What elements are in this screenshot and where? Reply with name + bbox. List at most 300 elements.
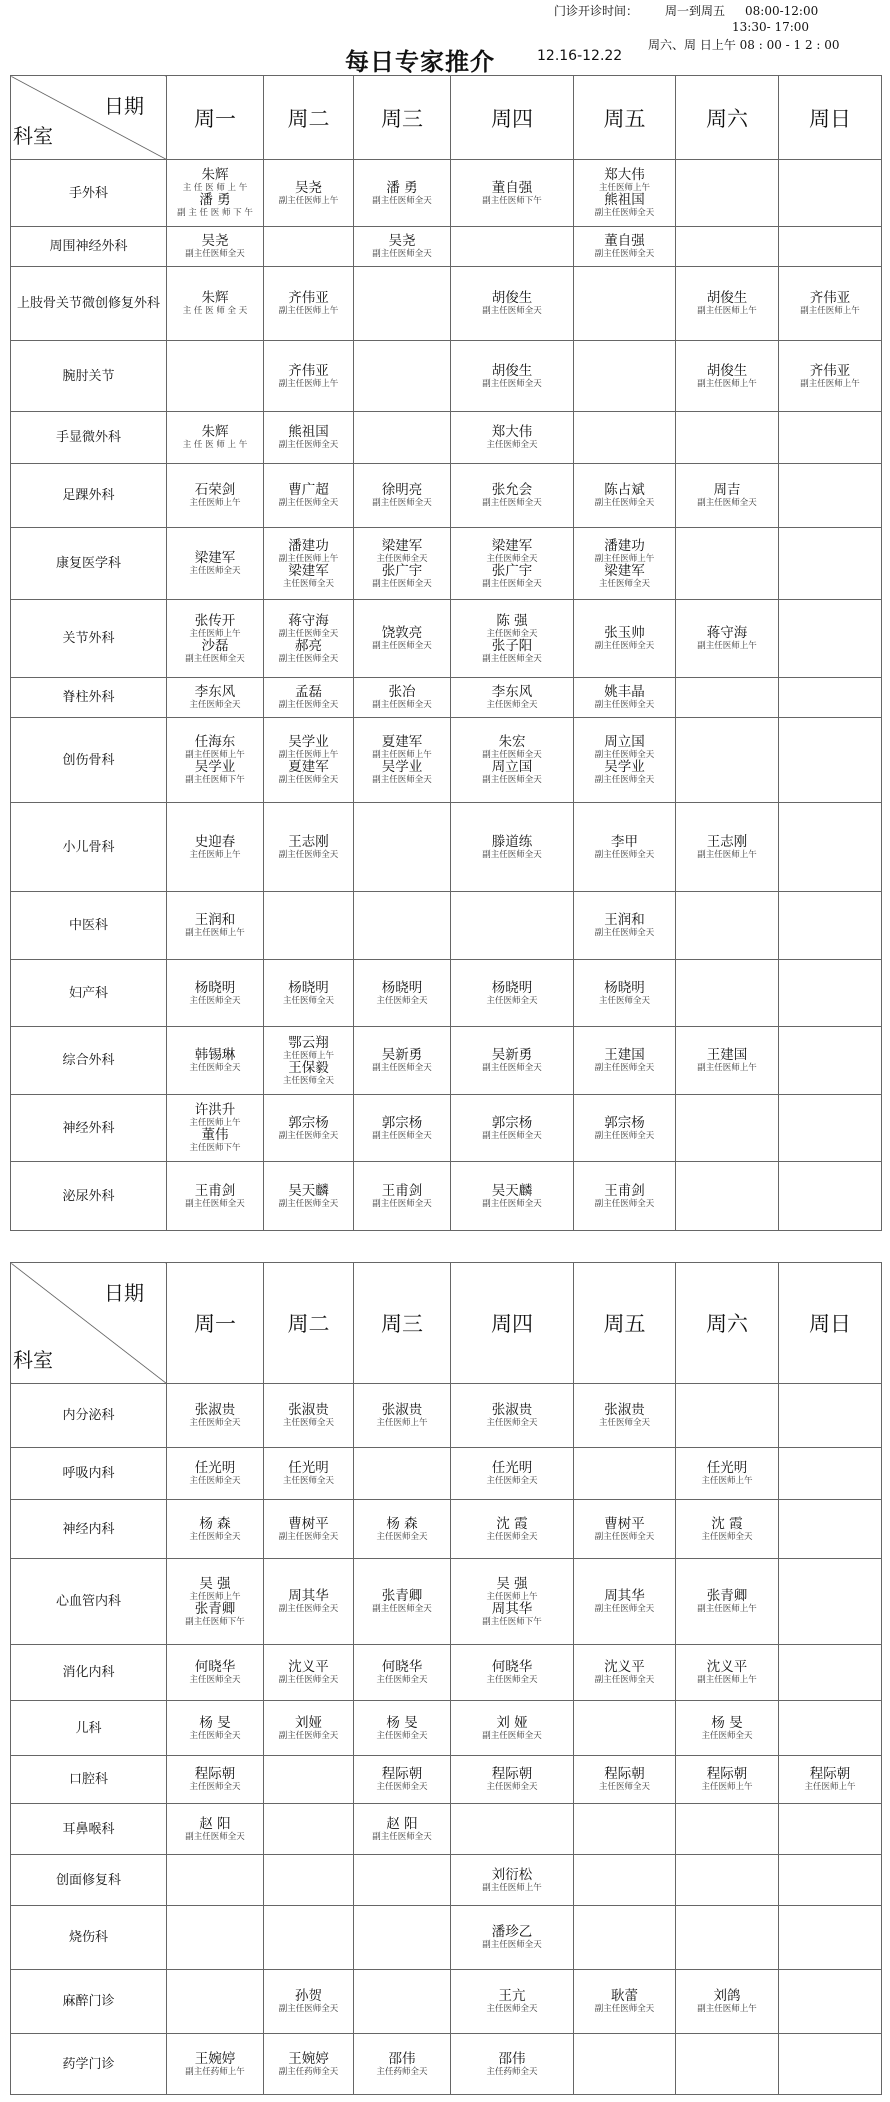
doctor-title-shift: 副主任医师全天 <box>278 1130 339 1141</box>
schedule-cell <box>574 1027 676 1095</box>
doctor-name: 何晓华 <box>491 1659 533 1675</box>
schedule-cell <box>264 1027 354 1095</box>
doctor-name: 潘建功 <box>288 537 329 554</box>
doctor-title-shift: 副主任医师全天 <box>594 1675 655 1685</box>
doctor-name: 王亢 <box>498 1988 526 2004</box>
doctor-name: 梁建军 <box>381 537 423 554</box>
schedule-row <box>11 267 882 341</box>
doctor-name: 杨晓明 <box>381 979 423 996</box>
doctor-title-shift: 主任医师上午 <box>598 183 650 193</box>
department-name: 呼吸内科 <box>11 1448 167 1500</box>
doctor-title-shift: 副主任医师上午 <box>697 2004 757 2014</box>
schedule-cell <box>676 1645 779 1701</box>
schedule-cell <box>779 2034 882 2095</box>
schedule-cell <box>167 412 264 464</box>
doctor-name: 周其华 <box>288 1588 329 1604</box>
schedule-cell <box>264 1448 354 1500</box>
schedule-cell <box>676 412 779 464</box>
doctor-title-shift: 主任医师全天 <box>701 1730 753 1741</box>
doctor-title-shift: 主任医师全天 <box>189 1675 241 1685</box>
schedule-cell <box>451 1906 574 1970</box>
schedule-cell <box>354 1804 451 1855</box>
schedule-cell <box>354 412 451 464</box>
department-name: 脊柱外科 <box>11 678 167 718</box>
schedule-cell <box>354 1027 451 1095</box>
schedule-cell <box>574 1756 676 1804</box>
doctor-name: 邵伟 <box>388 2050 416 2067</box>
doctor-name: 郭宗杨 <box>288 1114 329 1131</box>
doctor-title-shift: 主任医师全天 <box>376 1730 428 1741</box>
doctor-title-shift: 副主任医师上午 <box>697 1604 757 1614</box>
doctor-name: 刘 娅 <box>496 1714 528 1731</box>
schedule-cell <box>676 718 779 803</box>
doctor-title-shift: 副主任医师全天 <box>594 1130 655 1141</box>
schedule-cell <box>779 1384 882 1448</box>
doctor-name: 王润和 <box>194 912 236 928</box>
doctor-name: 王婉婷 <box>288 2050 329 2067</box>
schedule-cell <box>264 1095 354 1162</box>
doctor-title-shift: 副主任医师全天 <box>278 498 339 508</box>
doctor-title-shift: 副主任医师全天 <box>482 1940 542 1950</box>
doctor-name: 任海东 <box>194 734 236 750</box>
doctor-name: 沈义平 <box>288 1659 329 1675</box>
doctor-name: 韩锡琳 <box>194 1047 236 1063</box>
schedule-cell <box>574 1804 676 1855</box>
schedule-cell <box>451 718 574 803</box>
schedule-cell <box>574 412 676 464</box>
schedule-cell <box>451 960 574 1027</box>
doctor-name: 蒋守海 <box>288 612 329 629</box>
doctor-name: 刘鸽 <box>713 1988 741 2004</box>
doctor-name: 张淑贵 <box>491 1402 533 1418</box>
doctor-name: 王婉婷 <box>194 2050 236 2067</box>
doctor-title-shift: 副主任医师全天 <box>594 849 655 860</box>
doctor-title-shift: 主任医师全天 <box>486 553 538 564</box>
schedule-cell <box>354 1559 451 1645</box>
doctor-title-shift: 副 主 任 医 师 下 午 <box>177 208 253 218</box>
department-name: 腕肘关节 <box>11 341 167 412</box>
schedule-cell <box>264 892 354 960</box>
department-name: 药学门诊 <box>11 2034 167 2095</box>
schedule-row <box>11 227 882 267</box>
doctor-name: 杨 森 <box>199 1515 231 1532</box>
doctor-title-shift: 主任医师全天 <box>598 578 650 589</box>
doctor-title-shift: 主任医师全天 <box>376 1675 428 1685</box>
schedule-row <box>11 160 882 227</box>
schedule-cell <box>451 528 574 600</box>
doctor-title-shift: 副主任医师全天 <box>372 700 432 710</box>
schedule-row <box>11 1384 882 1448</box>
doctor-title-shift: 主任医师全天 <box>598 995 650 1006</box>
doctor-title-shift: 副主任医师上午 <box>800 306 860 316</box>
doctor-title-shift: 副主任医师上午 <box>697 1063 757 1073</box>
doctor-title-shift: 主任医师上午 <box>189 498 241 508</box>
department-name: 口腔科 <box>11 1756 167 1804</box>
doctor-name: 何晓华 <box>381 1659 423 1675</box>
doctor-title-shift: 主任医师全天 <box>486 1675 538 1685</box>
schedule-cell <box>167 1645 264 1701</box>
schedule-cell <box>779 1448 882 1500</box>
schedule-cell <box>167 1500 264 1559</box>
doctor-name: 梁建军 <box>604 562 645 579</box>
doctor-title-shift: 副主任医师全天 <box>482 1130 542 1141</box>
doctor-name: 杨晓明 <box>604 979 645 996</box>
schedule-cell <box>264 1645 354 1701</box>
schedule-cell <box>167 1384 264 1448</box>
schedule-cell <box>354 1162 451 1231</box>
schedule-cell <box>354 892 451 960</box>
doctor-title-shift: 副主任医师全天 <box>482 1730 542 1741</box>
doctor-name: 耿蕾 <box>611 1988 638 2004</box>
schedule-cell <box>451 160 574 227</box>
doctor-title-shift: 副主任医师全天 <box>594 775 655 785</box>
schedule-cell <box>451 1855 574 1906</box>
doctor-name: 夏建军 <box>288 759 329 775</box>
schedule-cell <box>451 1804 574 1855</box>
doctor-title-shift: 副主任医师上午 <box>372 750 432 760</box>
schedule-cell <box>264 227 354 267</box>
doctor-name: 鄂云翔 <box>288 1034 329 1051</box>
doctor-title-shift: 副主任医师上午 <box>278 553 339 564</box>
schedule-cell <box>354 960 451 1027</box>
doctor-title-shift: 副主任医师全天 <box>278 1604 339 1614</box>
department-name: 内分泌科 <box>11 1384 167 1448</box>
doctor-title-shift: 副主任医师全天 <box>278 1198 339 1209</box>
doctor-name: 张淑贵 <box>381 1402 423 1418</box>
doctor-title-shift: 副主任医师上午 <box>278 195 339 206</box>
schedule-cell <box>264 960 354 1027</box>
schedule-row <box>11 464 882 528</box>
doctor-name: 潘珍乙 <box>491 1924 533 1940</box>
doctor-name: 王甫剑 <box>604 1182 645 1199</box>
schedule-cell <box>167 803 264 892</box>
department-name: 综合外科 <box>11 1027 167 1095</box>
day-header: 周四 <box>451 1263 574 1384</box>
doctor-name: 程际朝 <box>194 1766 236 1782</box>
department-name: 泌尿外科 <box>11 1162 167 1231</box>
doctor-title-shift: 副主任医师上午 <box>482 1882 542 1893</box>
doctor-name: 张广宇 <box>381 562 423 579</box>
schedule-row <box>11 678 882 718</box>
doctor-title-shift: 副主任医师下午 <box>482 195 542 206</box>
doctor-name: 齐伟亚 <box>809 362 851 379</box>
doctor-title-shift: 副主任医师全天 <box>482 849 542 860</box>
doctor-title-shift: 副主任医师下午 <box>185 775 245 785</box>
doctor-title-shift: 副主任医师全天 <box>594 249 655 259</box>
doctor-title-shift: 副主任医师全天 <box>482 653 542 664</box>
schedule-cell <box>167 341 264 412</box>
doctor-name: 杨 旻 <box>199 1714 231 1731</box>
schedule-cell <box>676 1162 779 1231</box>
doctor-name: 张淑贵 <box>194 1402 236 1418</box>
doctor-title-shift: 副主任医师全天 <box>372 641 432 651</box>
doctor-title-shift: 副主任医师全天 <box>697 498 757 508</box>
day-header: 周四 <box>451 76 574 160</box>
doctor-name: 王志刚 <box>706 833 748 850</box>
schedule-cell <box>574 1162 676 1231</box>
schedule-cell <box>676 464 779 528</box>
schedule-cell <box>264 1384 354 1448</box>
doctor-name: 熊祖国 <box>604 192 645 208</box>
doctor-title-shift: 主任医师全天 <box>189 700 241 710</box>
doctor-title-shift: 主任医师全天 <box>282 1476 334 1486</box>
doctor-name: 郑大伟 <box>604 167 645 183</box>
doctor-name: 王建国 <box>604 1047 645 1063</box>
schedule-row <box>11 2034 882 2095</box>
doctor-title-shift: 副主任医师上午 <box>800 378 860 389</box>
schedule-cell <box>264 160 354 227</box>
doctor-title-shift: 副主任医师上午 <box>594 553 655 564</box>
doctor-title-shift: 主任药师全天 <box>376 2066 428 2077</box>
doctor-title-shift: 主任医师全天 <box>282 1075 334 1086</box>
doctor-title-shift: 主任医师全天 <box>189 1476 241 1486</box>
doctor-title-shift: 主任医师上午 <box>282 1050 334 1061</box>
schedule-cell <box>167 1027 264 1095</box>
doctor-name: 任光明 <box>194 1460 236 1476</box>
doctor-name: 周吉 <box>713 482 741 498</box>
doctor-title-shift: 副主任医师全天 <box>372 1604 432 1614</box>
doctor-title-shift: 主任医师全天 <box>598 1418 650 1428</box>
schedule-cell <box>676 892 779 960</box>
clinic-hours-label: 门诊开诊时间： <box>554 4 639 18</box>
doctor-name: 曹树平 <box>604 1515 645 1532</box>
schedule-cell <box>779 227 882 267</box>
doctor-title-shift: 主任医师上午 <box>701 1476 753 1486</box>
doctor-title-shift: 主任医师全天 <box>486 1531 538 1542</box>
doctor-title-shift: 副主任医师上午 <box>697 1675 757 1685</box>
schedule-cell <box>451 341 574 412</box>
doctor-title-shift: 主任医师上午 <box>189 628 241 639</box>
weekday-label: 周一到周五 <box>665 4 726 18</box>
schedule-cell <box>676 2034 779 2095</box>
doctor-title-shift: 副主任医师全天 <box>372 249 432 259</box>
schedule-cell <box>264 678 354 718</box>
department-name: 中医科 <box>11 892 167 960</box>
doctor-name: 曹树平 <box>288 1515 329 1532</box>
doctor-name: 张允会 <box>491 482 533 498</box>
doctor-name: 姚丰晶 <box>604 684 645 700</box>
doctor-title-shift: 副主任医师全天 <box>594 700 655 710</box>
schedule-cell <box>264 412 354 464</box>
doctor-title-shift: 副主任医师全天 <box>594 208 655 218</box>
day-header: 周六 <box>676 1263 779 1384</box>
doctor-title-shift: 主任医师上午 <box>189 1591 241 1602</box>
day-header: 周五 <box>574 1263 676 1384</box>
schedule-cell <box>354 1095 451 1162</box>
schedule-cell <box>676 1448 779 1500</box>
doctor-title-shift: 副主任医师全天 <box>482 775 542 785</box>
doctor-name: 程际朝 <box>604 1766 645 1782</box>
doctor-title-shift: 副主任医师全天 <box>372 775 432 785</box>
doctor-name: 齐伟亚 <box>288 290 329 306</box>
doctor-name: 程际朝 <box>706 1766 748 1782</box>
schedule-cell <box>574 1645 676 1701</box>
schedule-cell <box>264 267 354 341</box>
doctor-title-shift: 主任医师上午 <box>189 1118 241 1128</box>
schedule-cell <box>451 892 574 960</box>
doctor-name: 郝亮 <box>295 637 322 654</box>
doctor-title-shift: 副主任医师全天 <box>594 928 655 938</box>
doctor-title-shift: 副主任医师下午 <box>185 1616 245 1627</box>
schedule-table-internal <box>10 1262 882 2095</box>
schedule-cell <box>354 1970 451 2034</box>
doctor-title-shift: 主任医师全天 <box>376 1782 428 1792</box>
doctor-name: 胡俊生 <box>706 362 748 379</box>
schedule-cell <box>676 1701 779 1756</box>
doctor-name: 胡俊生 <box>491 362 533 379</box>
schedule-cell <box>779 1756 882 1804</box>
schedule-cell <box>264 1906 354 1970</box>
doctor-name: 赵 阳 <box>386 1815 418 1832</box>
weekday-afternoon-hours: 13:30- 17:00 <box>732 20 810 34</box>
schedule-row <box>11 1855 882 1906</box>
schedule-cell <box>451 2034 574 2095</box>
schedule-cell <box>167 227 264 267</box>
doctor-name: 刘娅 <box>295 1714 322 1731</box>
doctor-title-shift: 副主任医师全天 <box>278 1531 339 1542</box>
header-row <box>11 76 882 160</box>
doctor-title-shift: 副主任医师全天 <box>278 653 339 664</box>
department-name: 康复医学科 <box>11 528 167 600</box>
schedule-cell <box>574 227 676 267</box>
schedule-cell <box>167 1906 264 1970</box>
schedule-cell <box>451 803 574 892</box>
schedule-cell <box>167 892 264 960</box>
doctor-title-shift: 主任医师全天 <box>486 1782 538 1792</box>
doctor-name: 李东风 <box>491 684 533 700</box>
doctor-title-shift: 副主任医师全天 <box>372 1063 432 1073</box>
doctor-title-shift: 主任医师全天 <box>486 995 538 1006</box>
doctor-title-shift: 副主任医师全天 <box>185 249 245 259</box>
schedule-cell <box>676 227 779 267</box>
schedule-cell <box>167 678 264 718</box>
schedule-cell <box>354 718 451 803</box>
doctor-title-shift: 副主任医师全天 <box>372 1198 432 1209</box>
doctor-title-shift: 副主任医师全天 <box>278 440 339 450</box>
schedule-cell <box>167 718 264 803</box>
doctor-name: 程际朝 <box>809 1766 851 1782</box>
department-name: 心血管内科 <box>11 1559 167 1645</box>
schedule-row <box>11 1756 882 1804</box>
day-header: 周一 <box>167 1263 264 1384</box>
date-range: 12.16-12.22 <box>537 48 623 64</box>
doctor-title-shift: 主任医师全天 <box>486 1476 538 1486</box>
department-name: 神经内科 <box>11 1500 167 1559</box>
department-name: 上肢骨关节微创修复外科 <box>11 267 167 341</box>
doctor-name: 张淑贵 <box>604 1402 645 1418</box>
doctor-name: 蒋守海 <box>706 625 748 641</box>
doctor-name: 潘 勇 <box>386 179 418 196</box>
schedule-cell <box>264 464 354 528</box>
schedule-cell <box>574 1701 676 1756</box>
doctor-title-shift: 副主任医师上午 <box>185 928 245 938</box>
schedule-cell <box>779 718 882 803</box>
doctor-title-shift: 副主任医师上午 <box>697 849 757 860</box>
doctor-title-shift: 主任医师全天 <box>376 995 428 1006</box>
doctor-title-shift: 副主任医师全天 <box>278 775 339 785</box>
doctor-name: 董自强 <box>604 233 645 249</box>
date-axis-label: 日期 <box>104 94 144 118</box>
doctor-title-shift: 副主任医师全天 <box>482 750 542 760</box>
department-name: 妇产科 <box>11 960 167 1027</box>
schedule-cell <box>779 528 882 600</box>
doctor-title-shift: 主任医师全天 <box>189 1782 241 1792</box>
doctor-name: 邵伟 <box>498 2050 526 2067</box>
schedule-cell <box>779 1701 882 1756</box>
schedule-cell <box>354 1906 451 1970</box>
doctor-name: 李东风 <box>194 684 236 700</box>
schedule-cell <box>779 1645 882 1701</box>
schedule-cell <box>451 1384 574 1448</box>
day-header: 周二 <box>264 76 354 160</box>
schedule-cell <box>451 678 574 718</box>
doctor-title-shift: 副主任医师上午 <box>697 306 757 316</box>
schedule-cell <box>354 678 451 718</box>
schedule-cell <box>451 1027 574 1095</box>
department-name: 手显微外科 <box>11 412 167 464</box>
department-name: 周围神经外科 <box>11 227 167 267</box>
schedule-cell <box>354 1756 451 1804</box>
schedule-cell <box>451 1701 574 1756</box>
header-row <box>11 1263 882 1384</box>
doctor-name: 郑大伟 <box>491 424 533 440</box>
doctor-title-shift: 主任医师上午 <box>376 1418 428 1428</box>
doctor-name: 张子阳 <box>491 637 533 654</box>
day-header: 周六 <box>676 76 779 160</box>
schedule-cell <box>779 1162 882 1231</box>
schedule-cell <box>676 1384 779 1448</box>
schedule-cell <box>676 1559 779 1645</box>
schedule-cell <box>574 1500 676 1559</box>
schedule-cell <box>676 341 779 412</box>
doctor-name: 任光明 <box>288 1460 329 1476</box>
department-name: 创面修复科 <box>11 1855 167 1906</box>
doctor-name: 朱辉 <box>201 167 229 183</box>
schedule-cell <box>676 160 779 227</box>
schedule-cell <box>354 227 451 267</box>
doctor-name: 张玉帅 <box>604 625 645 641</box>
schedule-cell <box>574 1970 676 2034</box>
doctor-name: 郭宗杨 <box>604 1114 645 1131</box>
doctor-name: 吴学业 <box>604 759 645 775</box>
schedule-cell <box>574 2034 676 2095</box>
doctor-title-shift: 副主任医师上午 <box>278 750 339 760</box>
schedule-cell <box>354 160 451 227</box>
doctor-name: 齐伟亚 <box>809 290 851 306</box>
schedule-cell <box>574 718 676 803</box>
schedule-row <box>11 960 882 1027</box>
doctor-name: 沈义平 <box>604 1659 645 1675</box>
schedule-cell <box>354 528 451 600</box>
doctor-title-shift: 副主任医师全天 <box>185 1198 245 1209</box>
schedule-cell <box>264 600 354 678</box>
schedule-cell <box>779 1970 882 2034</box>
schedule-cell <box>451 1162 574 1231</box>
schedule-cell <box>354 600 451 678</box>
doctor-title-shift: 副主任医师全天 <box>594 498 655 508</box>
doctor-title-shift: 副主任医师上午 <box>278 306 339 316</box>
schedule-cell <box>574 1384 676 1448</box>
doctor-title-shift: 主任医师全天 <box>189 1063 241 1073</box>
doctor-title-shift: 主任医师全天 <box>376 1531 428 1542</box>
doctor-name: 朱辉 <box>201 424 229 440</box>
schedule-cell <box>264 1500 354 1559</box>
schedule-cell <box>451 227 574 267</box>
schedule-cell <box>779 1500 882 1559</box>
doctor-title-shift: 副主任医师全天 <box>482 378 542 389</box>
schedule-cell <box>574 528 676 600</box>
schedule-cell <box>167 464 264 528</box>
